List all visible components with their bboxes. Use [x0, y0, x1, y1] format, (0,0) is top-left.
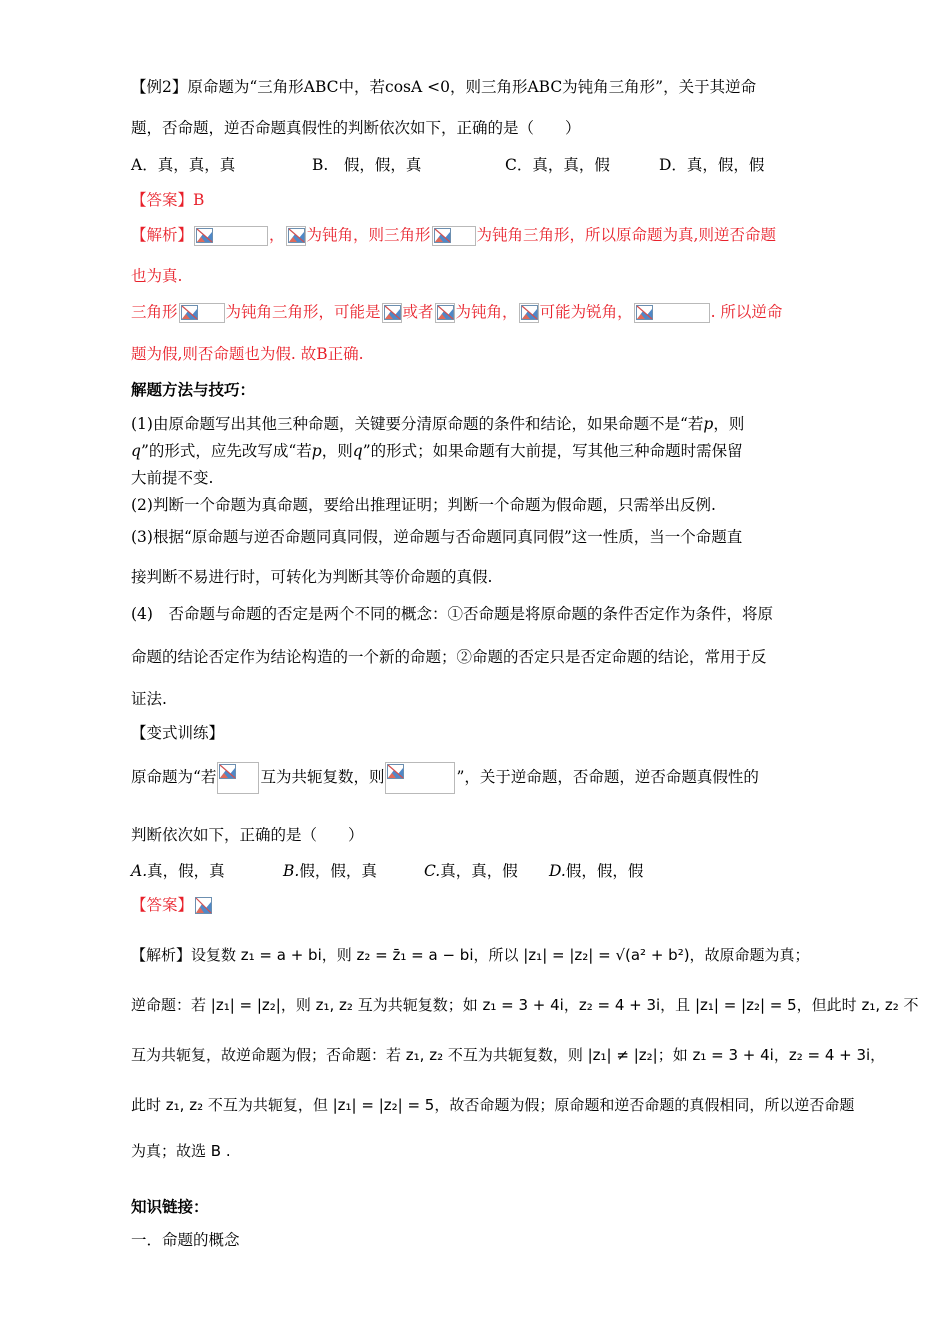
formula-image	[634, 303, 710, 323]
method-1-line1: (1)由原命题写出其他三种命题，关键要分清原命题的条件和结论，如果命题不是“若p，则	[131, 415, 745, 433]
method-4-line1: (4) 否命题与命题的否定是两个不同的概念：①否命题是将原命题的条件否定作为条件，将原	[131, 605, 773, 623]
variant-question-line2: 判断依次如下，正确的是（ ）	[131, 826, 364, 844]
method-1-line3: 大前提不变.	[131, 469, 214, 487]
variant-question-line1: 原命题为“若 互为共轭复数，则 ”，关于逆命题，否命题，逆否命题真假性的	[131, 762, 759, 794]
method-4-line3: 证法.	[131, 690, 167, 708]
broken-image-icon	[195, 897, 213, 915]
example-question-line2: 题，否命题，逆否命题真假性的判断依次如下，正确的是（ ）	[131, 119, 581, 137]
solution-line1: 【解析】设复数 z₁ = a + bi，则 z₂ = z̄₁ = a − bi，所以 |z₁| = |z₂| = √(a² + b²)，故原命题为真；	[131, 946, 810, 964]
variant-option-a: A.真，假，真	[131, 862, 225, 880]
example-question-line1: 【例2】原命题为“三角形ABC中，若cosA <0，则三角形ABC为钝角三角形”，关于其逆命	[131, 78, 757, 96]
example-answer: 【答案】B	[131, 191, 205, 209]
formula-image	[217, 762, 259, 794]
broken-image-icon	[521, 305, 539, 321]
broken-image-icon	[219, 764, 237, 780]
method-3-line1: (3)根据“原命题与逆否命题同真同假，逆命题与否命题同真同假”这一性质，当一个命题直	[131, 528, 743, 546]
broken-image-icon	[384, 305, 402, 321]
example-analysis-line1: 【解析】 ， 为钝角，则三角形 为钝角三角形，所以原命题为真,则逆否命题	[131, 226, 776, 244]
solution-line3: 互为共轭复，故逆命题为假；否命题：若 z₁, z₂ 不互为共轭复数，则 |z₁| ≠ |z₂|；如 z₁ = 3 + 4i，z₂ = 4 + 3i，	[131, 1046, 886, 1064]
example-options	[131, 154, 764, 176]
broken-image-icon	[636, 305, 654, 321]
formula-image	[432, 226, 476, 246]
method-2: (2)判断一个命题为真命题，要给出推理证明；判断一个命题为假命题，只需举出反例.	[131, 496, 716, 514]
example-analysis-line3: 三角形 为钝角三角形，可能是 或者 为钝角， 可能为锐角， . 所以逆命	[131, 303, 783, 321]
variant-option-b: B.假，假，真	[283, 862, 377, 880]
analysis-tag: 【解析】	[131, 226, 194, 244]
formula-image	[382, 303, 402, 323]
variant-options	[131, 860, 643, 882]
broken-image-icon	[434, 228, 452, 244]
broken-image-icon	[437, 305, 455, 321]
knowledge-item-1: 一．命题的概念	[131, 1231, 240, 1249]
formula-image	[286, 226, 306, 246]
formula-image	[194, 226, 268, 246]
example-analysis-line2: 也为真.	[131, 267, 183, 285]
formula-image	[385, 762, 455, 794]
broken-image-icon	[181, 305, 199, 321]
formula-image	[435, 303, 455, 323]
formula-image	[519, 303, 539, 323]
methods-heading: 解题方法与技巧：	[131, 381, 256, 399]
option-c: C．真，真，假	[505, 156, 610, 174]
broken-image-icon	[387, 764, 405, 780]
option-b: B. 假，假，真	[312, 156, 422, 174]
method-1-line2: q”的形式，应先改写成“若p，则q”的形式；如果命题有大前提，写其他三种命题时需保留	[131, 442, 743, 460]
formula-image	[179, 303, 225, 323]
broken-image-icon	[288, 228, 306, 244]
knowledge-heading: 知识链接：	[131, 1198, 209, 1216]
variant-answer: 【答案】	[131, 894, 215, 916]
broken-image-icon	[196, 228, 214, 244]
variant-option-d: D.假，假，假	[549, 862, 644, 880]
solution-line2: 逆命题：若 |z₁| = |z₂|，则 z₁, z₂ 互为共轭复数；如 z₁ = 3 + 4i，z₂ = 4 + 3i，且 |z₁| = |z₂| = 5，但此时 z₁, z₂ 不	[131, 996, 919, 1014]
solution-line5: 为真；故选 B .	[131, 1142, 231, 1160]
option-a: A．真，真，真	[131, 156, 236, 174]
variant-heading: 【变式训练】	[131, 724, 225, 742]
example-analysis-line4: 题为假,则否命题也为假. 故B正确.	[131, 345, 364, 363]
variant-option-c: C.真，真，假	[424, 862, 518, 880]
option-d: D．真，假，假	[659, 156, 765, 174]
method-3-line2: 接判断不易进行时，可转化为判断其等价命题的真假.	[131, 568, 493, 586]
solution-line4: 此时 z₁, z₂ 不互为共轭复，但 |z₁| = |z₂| = 5，故否命题为假；原命题和逆否命题的真假相同，所以逆否命题	[131, 1096, 855, 1114]
formula-image	[194, 896, 214, 916]
method-4-line2: 命题的结论否定作为结论构造的一个新的命题；②命题的否定只是否定命题的结论，常用于反	[131, 648, 767, 666]
